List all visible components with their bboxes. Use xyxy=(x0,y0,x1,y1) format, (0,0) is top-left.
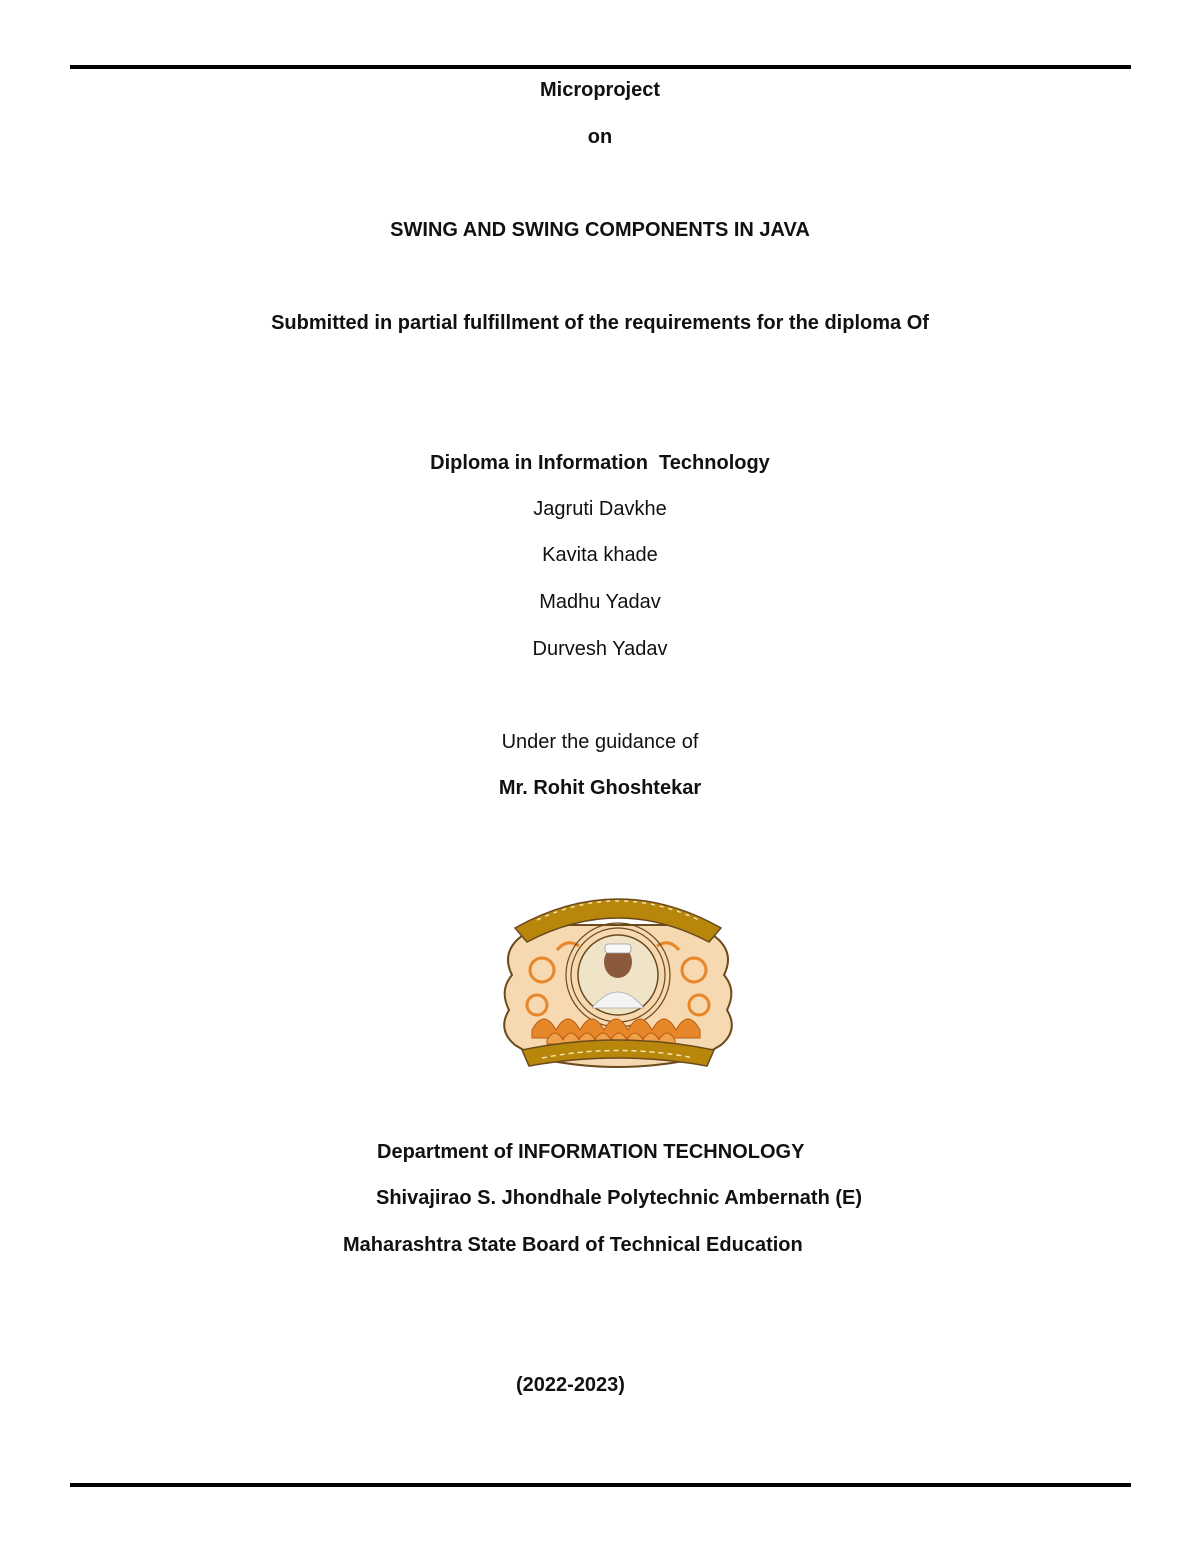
project-topic: SWING AND SWING COMPONENTS IN JAVA xyxy=(390,219,810,241)
guide-name: Mr. Rohit Ghoshtekar xyxy=(498,777,702,799)
academic-year: (2022-2023) xyxy=(516,1374,625,1396)
title-on: on xyxy=(587,126,613,148)
college-emblem-icon xyxy=(497,880,739,1072)
board-name: Maharashtra State Board of Technical Education xyxy=(343,1234,803,1256)
student-name: Kavita khade xyxy=(542,544,658,566)
title-microproject: Microproject xyxy=(539,79,661,101)
student-name: Madhu Yadav xyxy=(539,591,661,613)
submission-note: Submitted in partial fulfillment of the requirements for the diploma Of xyxy=(271,312,929,334)
bottom-rule xyxy=(70,1483,1131,1487)
department-name: Department of INFORMATION TECHNOLOGY xyxy=(377,1141,805,1163)
student-name: Jagruti Davkhe xyxy=(533,498,667,520)
diploma-name: Diploma in Information Technology xyxy=(430,452,770,474)
guidance-label: Under the guidance of xyxy=(501,731,699,753)
student-name: Durvesh Yadav xyxy=(532,638,668,660)
institute-name: Shivajirao S. Jhondhale Polytechnic Ambernath (E) xyxy=(376,1187,863,1209)
top-rule xyxy=(70,65,1131,69)
